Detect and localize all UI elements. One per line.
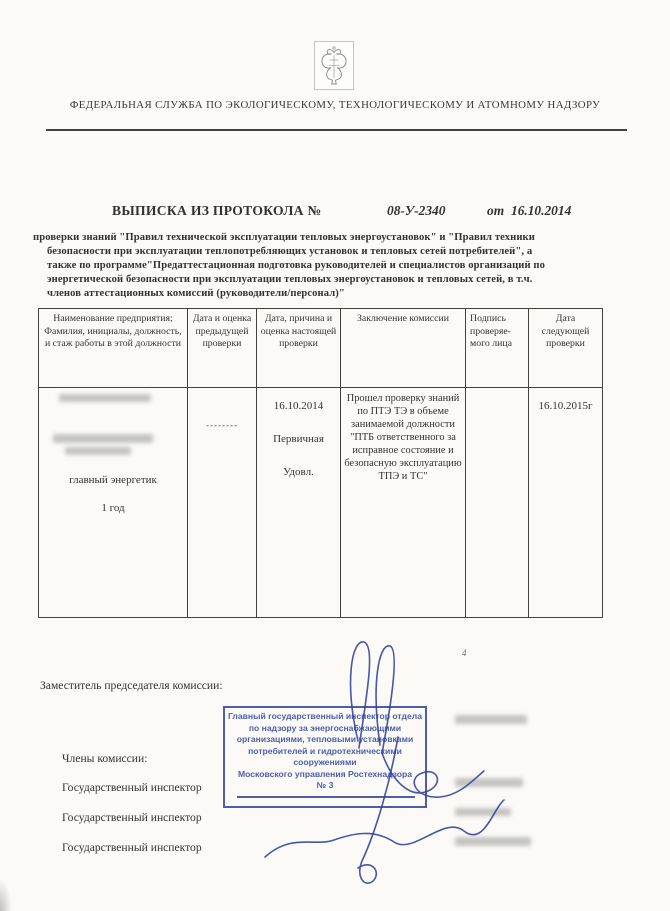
intro-paragraph: [33, 231, 639, 301]
stray-scan-mark: 4: [462, 648, 467, 658]
stamp-line: Московского управления Ростехнадзора: [237, 768, 413, 779]
header-signature: Подпись проверяе- мого лица: [466, 309, 529, 388]
scan-corner-smudge: [0, 878, 12, 911]
redacted-company-name: [59, 394, 151, 402]
header-conclusion: Заключение комиссии: [341, 309, 466, 388]
redacted-person-name: [53, 434, 153, 443]
double-headed-eagle-icon: [319, 45, 349, 87]
stamp-line: организациями, тепловыми установками: [236, 734, 414, 744]
stamp-line: сооружениями: [293, 757, 357, 767]
header-next-check: Дата следующей проверки: [529, 309, 603, 388]
cell-enterprise: [39, 388, 188, 618]
intro-line: членов аттестационных комиссий (руководители/персонал)": [47, 288, 345, 299]
previous-check-dashes: --------: [206, 420, 238, 430]
tenure: 1 год: [101, 502, 125, 514]
table-row: [39, 388, 603, 618]
cell-next-check: [529, 388, 603, 618]
redacted-person-name: [65, 447, 131, 455]
title-label: ВЫПИСКА ИЗ ПРОТОКОЛА №: [112, 203, 322, 218]
stamp-signature-line: [237, 796, 415, 798]
title-date-preposition: от: [487, 203, 505, 218]
inspector-label: Государственный инспектор: [62, 811, 202, 824]
header-divider: [46, 129, 627, 131]
current-check-grade: Удовл.: [283, 466, 314, 478]
cell-current-check: [257, 388, 341, 618]
redacted-signatory-name: [455, 778, 523, 787]
protocol-date: 16.10.2014: [511, 203, 572, 218]
header-enterprise: Наименование предприятия; Фамилия, инициалы, должность, и стаж работы в этой должности: [39, 309, 188, 388]
inspector-label: Государственный инспектор: [62, 781, 202, 794]
protocol-table: [38, 308, 603, 618]
position-title: главный энергетик: [69, 474, 157, 486]
official-stamp: [223, 706, 427, 808]
stamp-number: № 3: [316, 780, 334, 790]
redacted-signatory-name: [455, 808, 511, 816]
intro-line: энергетической безопасности при эксплуатации тепловых энергоустановок и тепловых сетей, в т.ч.: [47, 274, 533, 285]
redacted-signatory-name: [455, 837, 531, 846]
state-emblem-icon: [314, 41, 354, 90]
deputy-chair-label: Заместитель председателя комиссии:: [40, 679, 223, 692]
cell-previous-check: [188, 388, 257, 618]
agency-name: ФЕДЕРАЛЬНАЯ СЛУЖБА ПО ЭКОЛОГИЧЕСКОМУ, ТЕХНОЛОГИЧЕСКОМУ И АТОМНОМУ НАДЗОРУ: [69, 99, 601, 111]
cell-conclusion: [341, 388, 466, 618]
stamp-line: по надзору за энергоснабжающими: [248, 722, 402, 733]
members-label: Члены комиссии:: [62, 752, 148, 765]
conclusion-text: Прошел проверку знаний по ПТЭ ТЭ в объеме занимаемой должности "ПТБ ответственного за исправное состояние и безопасную эксплуатацию ТПЭ и ТС": [344, 393, 462, 482]
header-previous-check: Дата и оценка предыдущей проверки: [188, 309, 257, 388]
stamp-line: Главный государственный инспектор отдела: [227, 711, 423, 721]
current-check-date: 16.10.2014: [273, 400, 324, 412]
next-check-date: 16.10.2015г: [538, 400, 593, 412]
table-header-row: [39, 309, 603, 388]
stamp-line: потребителей и гидротехническими: [248, 745, 402, 756]
redacted-signatory-name: [455, 715, 527, 724]
intro-line: безопасности при эксплуатации теплопотребляющих установок и тепловых сетей потребителей", а: [47, 246, 533, 257]
intro-line: также по программе"Предаттестационная подготовка руководителей и специалистов организаций по: [47, 260, 546, 271]
cell-signature: [466, 388, 529, 618]
intro-line: проверки знаний "Правил технической эксплуатации тепловых энергоустановок" и "Правил техники: [33, 232, 535, 243]
header-current-check: Дата, причина и оценка настоящей проверки: [257, 309, 341, 388]
protocol-number: 08-У-2340: [387, 203, 446, 218]
current-check-reason: Первичная: [273, 433, 324, 445]
inspector-label: Государственный инспектор: [62, 841, 202, 854]
